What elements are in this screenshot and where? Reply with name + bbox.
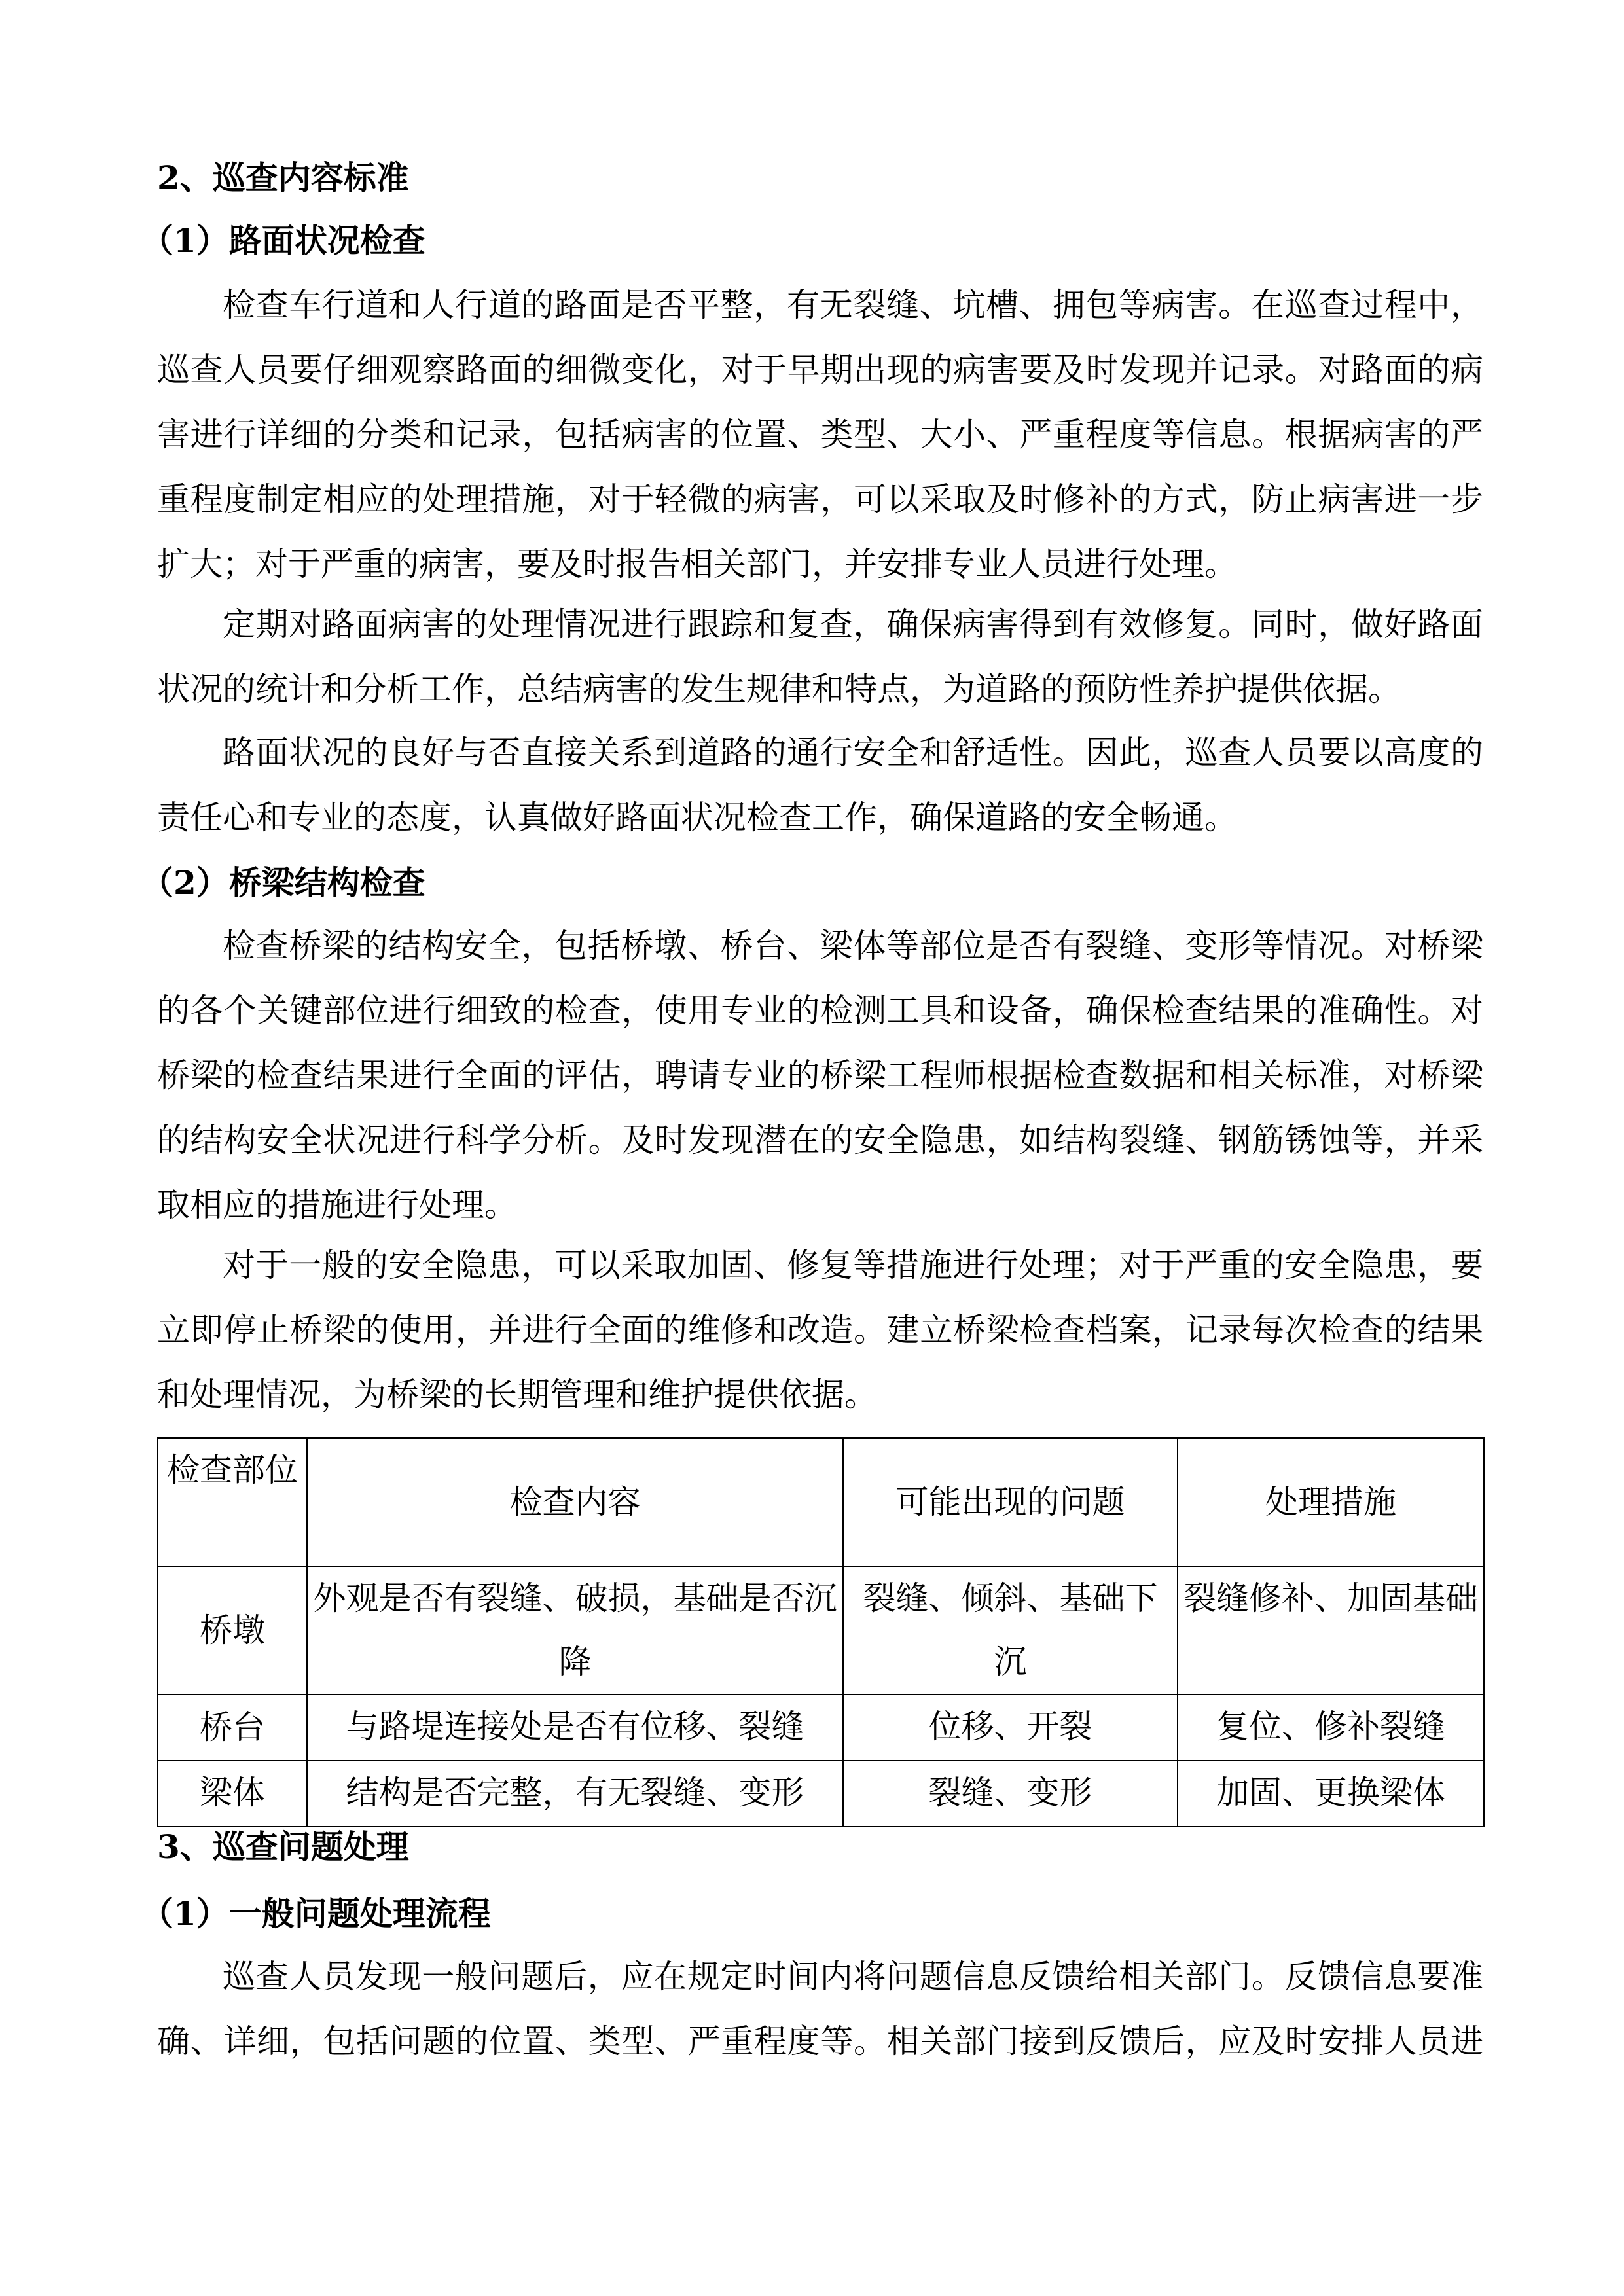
paragraph: 检查桥梁的结构安全，包括桥墩、桥台、梁体等部位是否有裂缝、变形等情况。对桥梁的各个关键部位进行细致的检查，使用专业的检测工具和设备，确保检查结果的准确性。对桥梁的检查结果进行全面的评估，聘请专业的桥梁工程师根据检查数据和相关标准，对桥梁的结构安全状况进行科学分析。及时发现潜在的安全隐患，如结构裂缝、钢筋锈蚀等，并采取相应的措施进行处理。 [157,927,1483,1224]
table-cell: 与路堤连接处是否有位移、裂缝 [307,1695,843,1761]
table-header-cell: 检查内容 [307,1438,843,1566]
table-cell: 桥台 [158,1695,307,1761]
subsection-road-surface-heading: （1）路面状况检查 [141,221,425,260]
table-cell: 位移、开裂 [843,1695,1178,1761]
table-cell: 裂缝、倾斜、基础下沉 [843,1566,1178,1695]
table-cell: 复位、修补裂缝 [1178,1695,1484,1761]
table-cell: 加固、更换梁体 [1178,1761,1484,1827]
table-row [158,1566,1484,1695]
table-cell: 裂缝修补、加固基础 [1178,1566,1484,1695]
table-cell: 结构是否完整，有无裂缝、变形 [307,1761,843,1827]
table-header-cell: 处理措施 [1178,1438,1484,1566]
section-3-heading: 3、巡查问题处理 [157,1827,409,1866]
table-cell: 裂缝、变形 [843,1761,1178,1827]
paragraph: 巡查人员发现一般问题后，应在规定时间内将问题信息反馈给相关部门。反馈信息要准确、详细，包括问题的位置、类型、严重程度等。相关部门接到反馈后，应及时安排人员进 [157,1958,1483,2060]
table-header-cell: 可能出现的问题 [843,1438,1178,1566]
subsection-bridge-heading: （2）桥梁结构检查 [141,863,425,902]
table-header-cell: 检查部位 [158,1438,307,1566]
table-cell: 外观是否有裂缝、破损，基础是否沉降 [307,1566,843,1695]
section-2-heading: 2、巡查内容标准 [157,158,409,197]
table-cell: 梁体 [158,1761,307,1827]
paragraph: 检查车行道和人行道的路面是否平整，有无裂缝、坑槽、拥包等病害。在巡查过程中，巡查人员要仔细观察路面的细微变化，对于早期出现的病害要及时发现并记录。对路面的病害进行详细的分类和记录，包括病害的位置、类型、大小、严重程度等信息。根据病害的严重程度制定相应的处理措施，对于轻微的病害，可以采取及时修补的方式，防止病害进一步扩大；对于严重的病害，要及时报告相关部门，并安排专业人员进行处理。 [157,286,1483,583]
paragraph: 定期对路面病害的处理情况进行跟踪和复查，确保病害得到有效修复。同时，做好路面状况的统计和分析工作，总结病害的发生规律和特点，为道路的预防性养护提供依据。 [157,605,1483,708]
table-cell: 桥墩 [158,1566,307,1695]
paragraph: 路面状况的良好与否直接关系到道路的通行安全和舒适性。因此，巡查人员要以高度的责任心和专业的态度，认真做好路面状况检查工作，确保道路的安全畅通。 [157,734,1483,836]
bridge-inspection-table [157,1437,1485,1827]
paragraph: 对于一般的安全隐患，可以采取加固、修复等措施进行处理；对于严重的安全隐患，要立即停止桥梁的使用，并进行全面的维修和改造。建立桥梁检查档案，记录每次检查的结果和处理情况，为桥梁的长期管理和维护提供依据。 [157,1246,1483,1414]
table-row [158,1695,1484,1761]
subsection-general-issue-heading: （1）一般问题处理流程 [141,1894,491,1933]
table-header-row [158,1438,1484,1566]
